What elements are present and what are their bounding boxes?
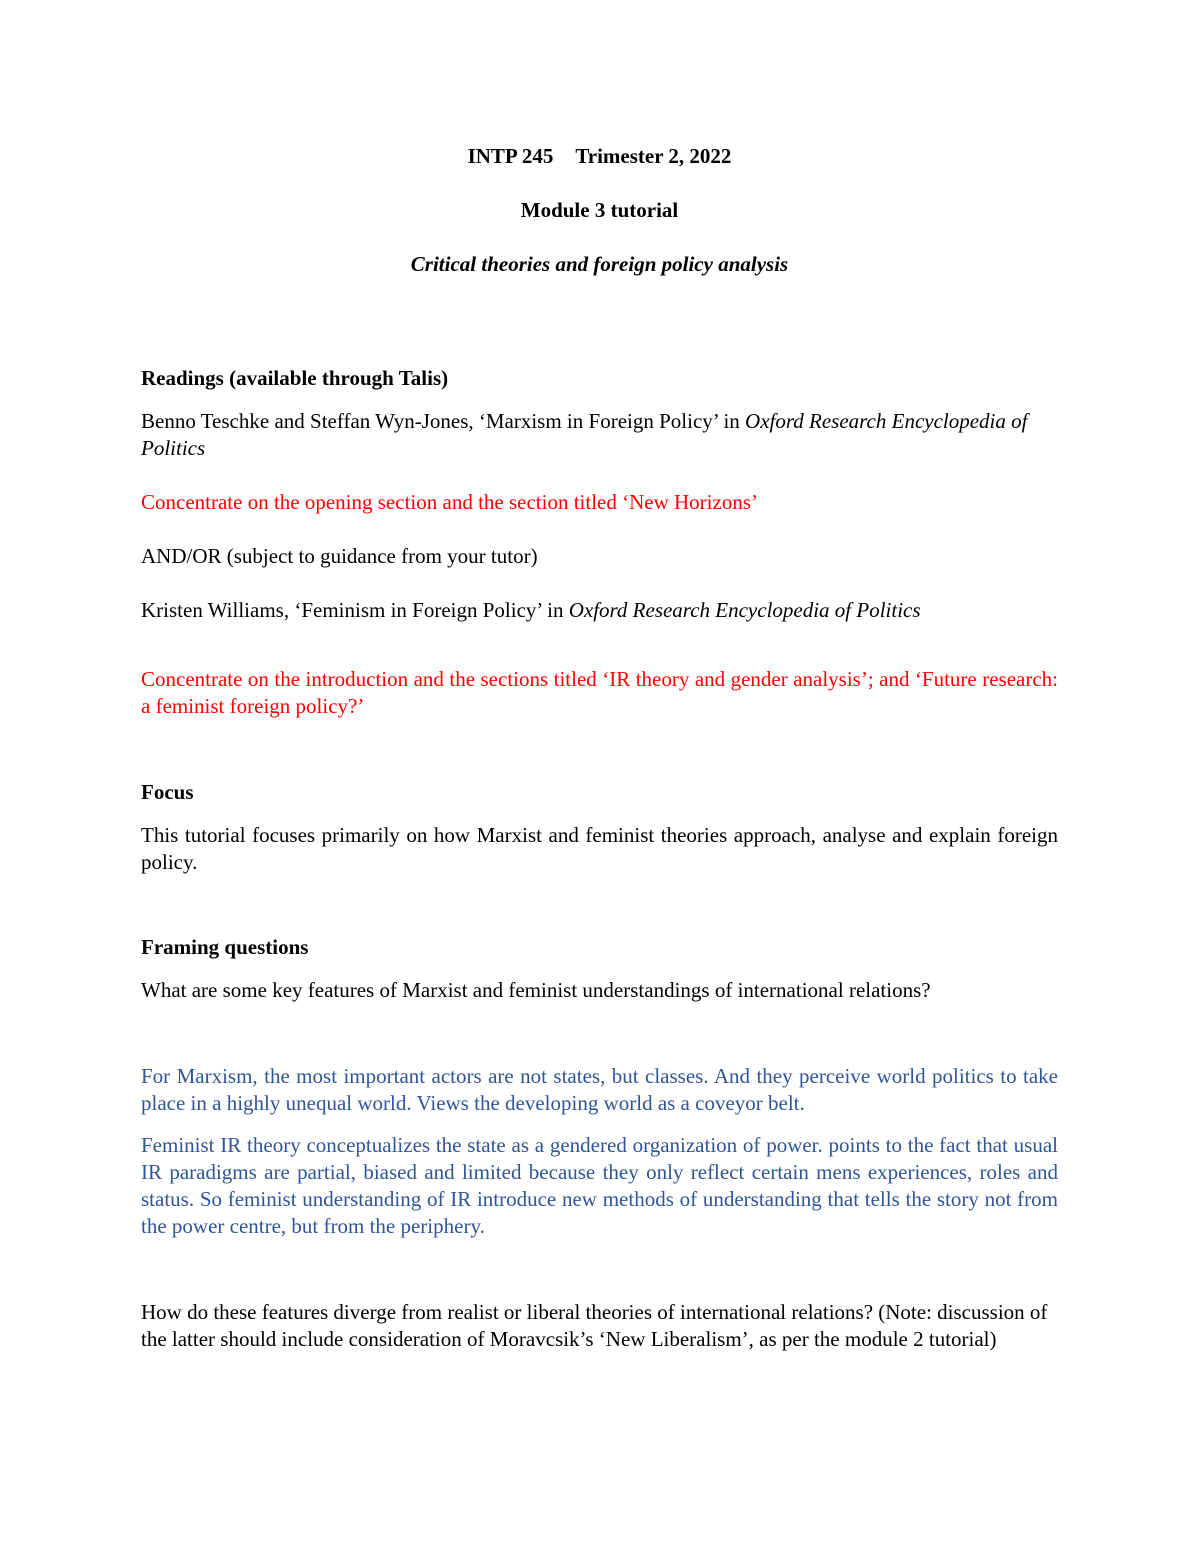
reading-2 xyxy=(141,597,1058,624)
document-subtitle: Critical theories and foreign policy analysis xyxy=(410,252,789,276)
focus-heading: Focus xyxy=(141,780,194,804)
course-code: INTP 245 xyxy=(467,144,554,168)
focus-text: This tutorial focuses primarily on how Marxist and feminist theories approach, analyse and explain foreign policy. xyxy=(141,823,1058,874)
and-or-note: AND/OR (subject to guidance from your tutor) xyxy=(141,544,538,568)
framing-question-1: What are some key features of Marxist and feminist understandings of international relations? xyxy=(141,978,931,1002)
reading-1-note: Concentrate on the opening section and the section titled ‘New Horizons’ xyxy=(141,490,758,514)
course-title xyxy=(141,143,1058,170)
framing-heading: Framing questions xyxy=(141,935,309,959)
reading-2-note: Concentrate on the introduction and the sections titled ‘IR theory and gender analysis’; and ‘Future research: a feminist foreign policy?’ xyxy=(141,667,1058,718)
reading-1-source: Oxford Research Encyclopedia of Politics xyxy=(141,409,1028,460)
answer-feminism: Feminist IR theory conceptualizes the state as a gendered organization of power. points to the fact that usual IR paradigms are partial, biased and limited because they only reflect certain mens experiences, roles and status. So feminist understanding of IR introduce new methods of understanding that tells the story not from the power centre, but from the periphery. xyxy=(141,1133,1058,1238)
readings-heading: Readings (available through Talis) xyxy=(141,366,449,390)
course-term: Trimester 2, 2022 xyxy=(575,144,732,168)
framing-question-2: How do these features diverge from realist or liberal theories of international relations? (Note: discussion of the latter should include consideration of Moravcsik’s ‘New Liberalism’, as per the module 2 tutorial) xyxy=(141,1300,1048,1351)
reading-2-citation: Kristen Williams, ‘Feminism in Foreign Policy’ in xyxy=(141,598,569,622)
answer-marxism: For Marxism, the most important actors are not states, but classes. And they perceive world politics to take place in a highly unequal world. Views the developing world as a coveyor belt. xyxy=(141,1064,1058,1115)
module-title: Module 3 tutorial xyxy=(520,198,679,222)
reading-2-source: Oxford Research Encyclopedia of Politics xyxy=(568,598,921,622)
reading-1-citation: Benno Teschke and Steffan Wyn-Jones, ‘Marxism in Foreign Policy’ in xyxy=(141,409,746,433)
reading-1 xyxy=(141,408,1058,462)
